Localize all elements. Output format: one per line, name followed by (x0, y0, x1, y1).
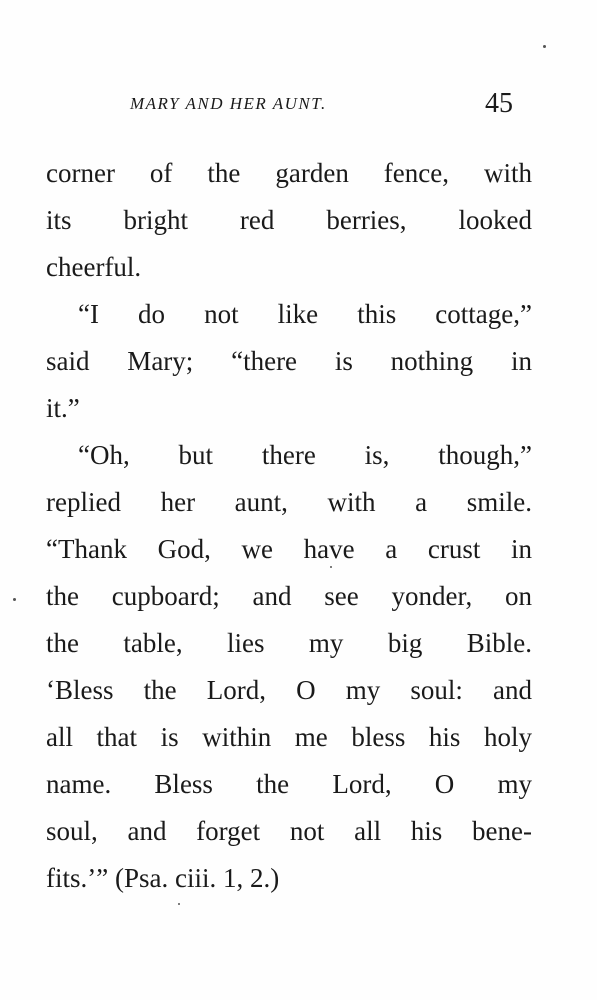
text-line: ‘Bless the Lord, O my soul: and (46, 675, 532, 705)
running-header (0, 88, 597, 128)
text-line: corner of the garden fence, with (46, 158, 532, 188)
paper-speck (13, 598, 16, 601)
text-line: fits.’” (Psa. ciii. 1, 2.) (46, 863, 280, 893)
paper-speck (330, 566, 332, 568)
text-line: “Oh, but there is, though,” (78, 440, 532, 470)
text-line: said Mary; “there is nothing in (46, 346, 532, 376)
text-line: name. Bless the Lord, O my (46, 769, 532, 799)
body-text (46, 150, 532, 902)
text-line: all that is within me bless his holy (46, 722, 532, 752)
text-line: the table, lies my big Bible. (46, 628, 532, 658)
text-line: replied her aunt, with a smile. (46, 487, 532, 517)
page-number: 45 (485, 88, 513, 119)
paper-speck (178, 903, 180, 905)
text-line: “Thank God, we have a crust in (46, 534, 532, 564)
running-title: MARY AND HER AUNT. (130, 94, 327, 113)
text-line: it.” (46, 393, 80, 423)
text-line: cheerful. (46, 252, 142, 282)
paper-speck (543, 45, 546, 48)
text-line: the cupboard; and see yonder, on (46, 581, 532, 611)
text-line: its bright red berries, looked (46, 205, 532, 235)
text-line: “I do not like this cottage,” (78, 299, 532, 329)
text-line: soul, and forget not all his bene- (46, 816, 532, 846)
